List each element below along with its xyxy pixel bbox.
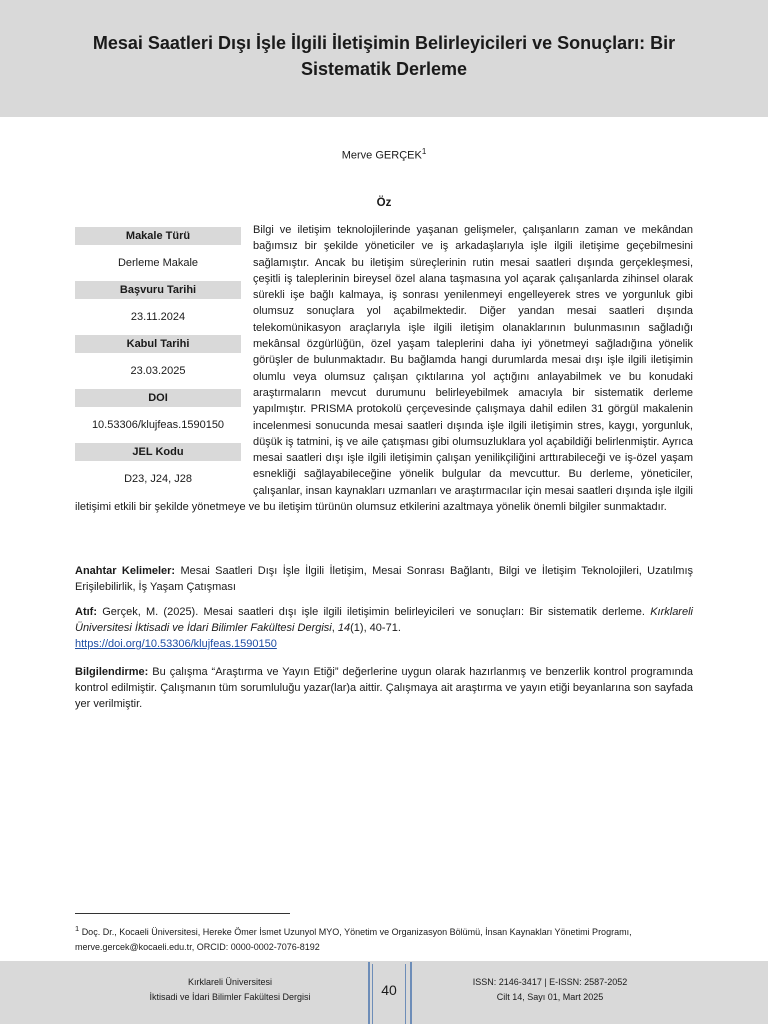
footer-faculty-journal: İktisadi ve İdari Bilimler Fakültesi Dergisi <box>149 992 311 1002</box>
keywords-text: Mesai Saatleri Dışı İşle İlgili İletişim, Mesai Sonrası Bağlantı, Bilgi ve İletişim Teknolojileri, Uzatılmış Erişilebilirlik, İş Yaşam Çatışması <box>75 565 693 593</box>
footnote-text: Doç. Dr., Kocaeli Üniversitesi, Hereke Ömer İsmet Uzunyol MYO, Yönetim ve Organizasyon Bölümü, İnsan Kaynakları Yönetimi Programı, merve.gercek@kocaeli.edu.tr, ORCID: 0000-0002-7076-8192 <box>75 927 632 952</box>
citation-issue-pages: (1), 40-71. <box>350 622 401 634</box>
info-value-submission-date: 23.11.2024 <box>75 299 241 335</box>
footer-issn <box>400 975 700 1005</box>
info-value-acceptance-date: 23.03.2025 <box>75 353 241 389</box>
footer-journal <box>75 975 385 1005</box>
article-title <box>60 30 708 82</box>
info-label-jel-code: JEL Kodu <box>75 443 241 461</box>
footnote-divider <box>75 913 290 914</box>
info-value-article-type: Derleme Makale <box>75 245 241 281</box>
info-value-doi: 10.53306/klujfeas.1590150 <box>75 407 241 443</box>
citation-volume: 14 <box>337 622 351 634</box>
info-label-article-type: Makale Türü <box>75 227 241 245</box>
disclosure <box>75 664 693 712</box>
author-line <box>0 147 768 162</box>
disclosure-label: Bilgilendirme: <box>75 666 149 678</box>
info-label-acceptance-date: Kabul Tarihi <box>75 335 241 353</box>
keywords <box>75 563 693 595</box>
citation-doi-link[interactable]: https://doi.org/10.53306/klujfeas.1590150 <box>75 638 277 650</box>
footer-issn-line: ISSN: 2146-3417 | E-ISSN: 2587-2052 <box>472 977 628 987</box>
footnote-mark: 1 <box>75 924 80 933</box>
footer-volume-line: Cilt 14, Sayı 01, Mart 2025 <box>496 992 604 1002</box>
footer-university: Kırklareli Üniversitesi <box>187 977 273 987</box>
title-line-1: Mesai Saatleri Dışı İşle İlgili İletişimin Belirleyicileri ve Sonuçları: Bir <box>92 33 676 53</box>
author-name: Merve GERÇEK <box>341 149 422 162</box>
citation <box>75 604 693 652</box>
abstract-body <box>75 222 693 515</box>
keywords-label: Anahtar Kelimeler: <box>75 565 176 577</box>
disclosure-text: Bu çalışma “Araştırma ve Yayın Etiği” değerlerine uygun olarak hazırlanmış ve benzerlik kontrol programında kontrol edilmiştir. Çalışmanın tüm sorumluluğu yazar(lar)a aittir. Çalışmaya ait araştırma ve yayın etiği beyanlarına son sayfada yer verilmiştir. <box>75 666 693 710</box>
citation-label: Atıf: <box>75 606 97 618</box>
info-box-spacer <box>75 222 253 492</box>
citation-text: Gerçek, M. (2025). Mesai saatleri dışı işle ilgili iletişimin belirleyicileri ve sonuçları: Bir sistematik derleme. <box>102 606 645 618</box>
abstract-text: Bilgi ve iletişim teknolojilerinde yaşanan gelişmeler, çalışanların zaman ve mekândan bağımsız bir şekilde yöneticiler ve iş arkadaşlarıyla işle ilgili iletişime geçebilmesini sağlamıştır. Ancak bu iletişim süreçlerinin rutin mesai saatleri dışında gerçekleşmesi, çeşitli iş taleplerinin bireysel özel alana taşmasına yol açarak çalışanlarda zihinsel olarak sürekli işe bağlı kalmaya, iş sonrası yenilenmeyi engelleyerek stres ve yorgunluk gibi olumsuz sonuçlara yol açabilmektedir. Diğer yandan mesai saatleri dışında telekomünikasyon araçlarıyla işle ilgili iletişim olanaklarının bulunmasının sağladığı mekânsal özgürlüğün, özel yaşam taleplerini daha iyi yönetmeyi sağladığına yönelik görüşler de bulunmaktadır. Bu bağlamda hangi durumlarda mesai dışı işle ilgili iletişimin olumlu veya olumsuz çalışan çıktılarına yol açtığını anlayabilmek ve bu konudaki araştırmaların mevcut durumunu belirleyebilmek amacıyla bir sistematik derleme yapılmıştır. PRISMA protokolü çerçevesinde çalışmaya dahil edilen 31 görgül makalenin incelenmesi sonucunda mesai saatleri dışında işle ilgili iletişimin stres, kaygı, yorgunluk, düşük iş tatmini, iş ve aile çatışması gibi olumsuzluklara yol açabildiği belirlenmiştir. Ayrıca mesai saatleri dışı işle ilgili iletişimin çalışan yenilikçiliğini arttırabileceği ve iş-özel yaşam esnekliği sağlayabileceğine yönelik bulgular da mevcuttur. Bu derleme, yöneticiler, çalışanlar, insan kaynakları uzmanları ve araştırmacılar için mesai saatleri dışında işle ilgili iletişimi etkili bir şekilde yönetmeye ve bu iletişim türünün olumsuz etkilerini azaltmaya yönelik önemli bilgiler sunmaktadır. <box>75 224 693 514</box>
citation-source: Kırklareli Üniversitesi İktisadi ve İdari Bilimler Fakültesi Dergisi, 14(1), 40-71. <box>75 606 693 634</box>
citation-journal: Kırklareli Üniversitesi İktisadi ve İdari Bilimler Fakültesi Dergisi <box>75 606 693 634</box>
footnote <box>75 921 693 955</box>
page-number: 40 <box>372 964 406 1024</box>
abstract-heading: Öz <box>376 197 392 209</box>
info-label-doi: DOI <box>75 389 241 407</box>
info-label-submission-date: Başvuru Tarihi <box>75 281 241 299</box>
info-value-jel-code: D23, J24, J28 <box>75 461 241 497</box>
title-line-2: Sistematik Derleme <box>300 59 468 79</box>
author-footnote-mark[interactable]: 1 <box>421 147 427 156</box>
